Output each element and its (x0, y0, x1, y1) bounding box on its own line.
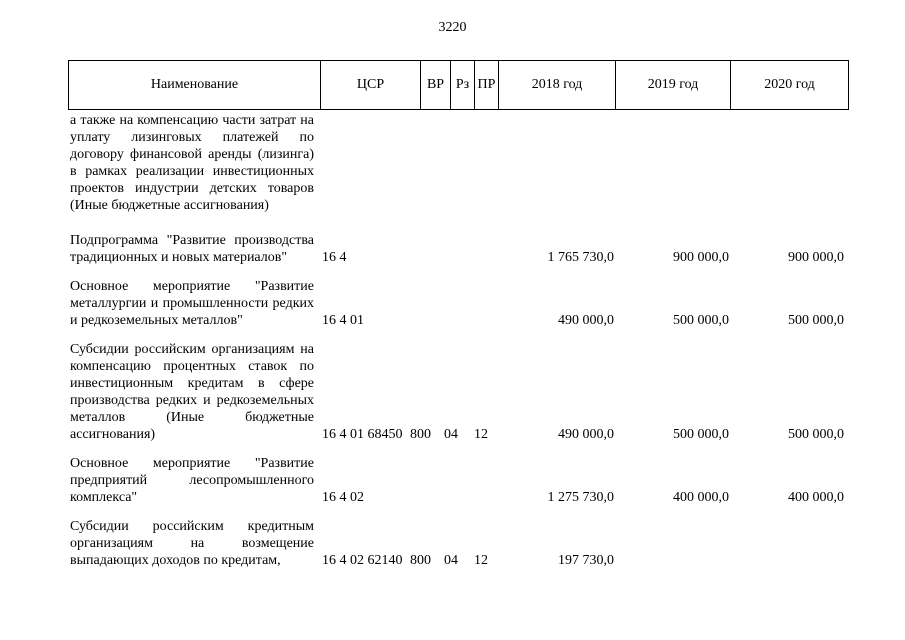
header-2019: 2019 год (616, 61, 731, 110)
row-vr: 800 (410, 553, 431, 568)
header-pr: ПР (475, 61, 499, 110)
header-2020: 2020 год (731, 61, 849, 110)
row-csr: 16 4 01 68450 (322, 427, 403, 442)
row-2018: 490 000,0 (558, 427, 614, 442)
row-2020: 400 000,0 (788, 490, 844, 505)
row-name: а также на компенсацию части затрат на уплату лизинговых платежей по договору финансовой аренды (лизинга) в рамках реализации инвестиционных проектов индустрии детских товаров (Иные бюджетные ассигнования) (70, 113, 314, 213)
row-2019: 500 000,0 (673, 313, 729, 328)
row-name: Основное мероприятие "Развитие предприятий лесопромышленного комплекса" (70, 456, 314, 505)
table-row (68, 232, 848, 266)
row-2018: 490 000,0 (558, 313, 614, 328)
table-row (68, 112, 848, 214)
row-csr: 16 4 02 (322, 490, 364, 505)
header-csr: ЦСР (321, 61, 421, 110)
row-vr: 800 (410, 427, 431, 442)
row-rz: 04 (444, 553, 458, 568)
budget-table-header (68, 60, 849, 110)
table-row (68, 518, 848, 569)
table-row (68, 341, 848, 443)
row-name: Подпрограмма "Развитие производства традиционных и новых материалов" (70, 233, 314, 265)
row-name: Субсидии российским организациям на компенсацию процентных ставок по инвестиционным кредитам в сфере производства редких и редкоземельных металлов (Иные бюджетные ассигнования) (70, 342, 314, 442)
row-2018: 1 275 730,0 (547, 490, 614, 505)
row-2020: 500 000,0 (788, 427, 844, 442)
table-row (68, 455, 848, 506)
page-number: 3220 (438, 20, 467, 35)
row-name: Основное мероприятие "Развитие металлургии и промышленности редких и редкоземельных металлов" (70, 279, 314, 328)
header-rz: Рз (451, 61, 475, 110)
row-2020: 900 000,0 (788, 250, 844, 265)
row-pr: 12 (474, 427, 488, 442)
header-2018: 2018 год (499, 61, 616, 110)
row-2019: 400 000,0 (673, 490, 729, 505)
row-2018: 197 730,0 (558, 553, 614, 568)
budget-table-body (68, 112, 848, 581)
row-rz: 04 (444, 427, 458, 442)
row-name: Субсидии российским кредитным организациям на возмещение выпадающих доходов по кредитам, (70, 519, 314, 568)
row-2018: 1 765 730,0 (547, 250, 614, 265)
row-csr: 16 4 01 (322, 313, 364, 328)
table-row (68, 278, 848, 329)
row-2019: 500 000,0 (673, 427, 729, 442)
row-csr: 16 4 02 62140 (322, 553, 403, 568)
header-vr: ВР (421, 61, 451, 110)
row-csr: 16 4 (322, 250, 347, 265)
row-2019: 900 000,0 (673, 250, 729, 265)
row-2020: 500 000,0 (788, 313, 844, 328)
row-pr: 12 (474, 553, 488, 568)
header-name: Наименование (69, 61, 321, 110)
